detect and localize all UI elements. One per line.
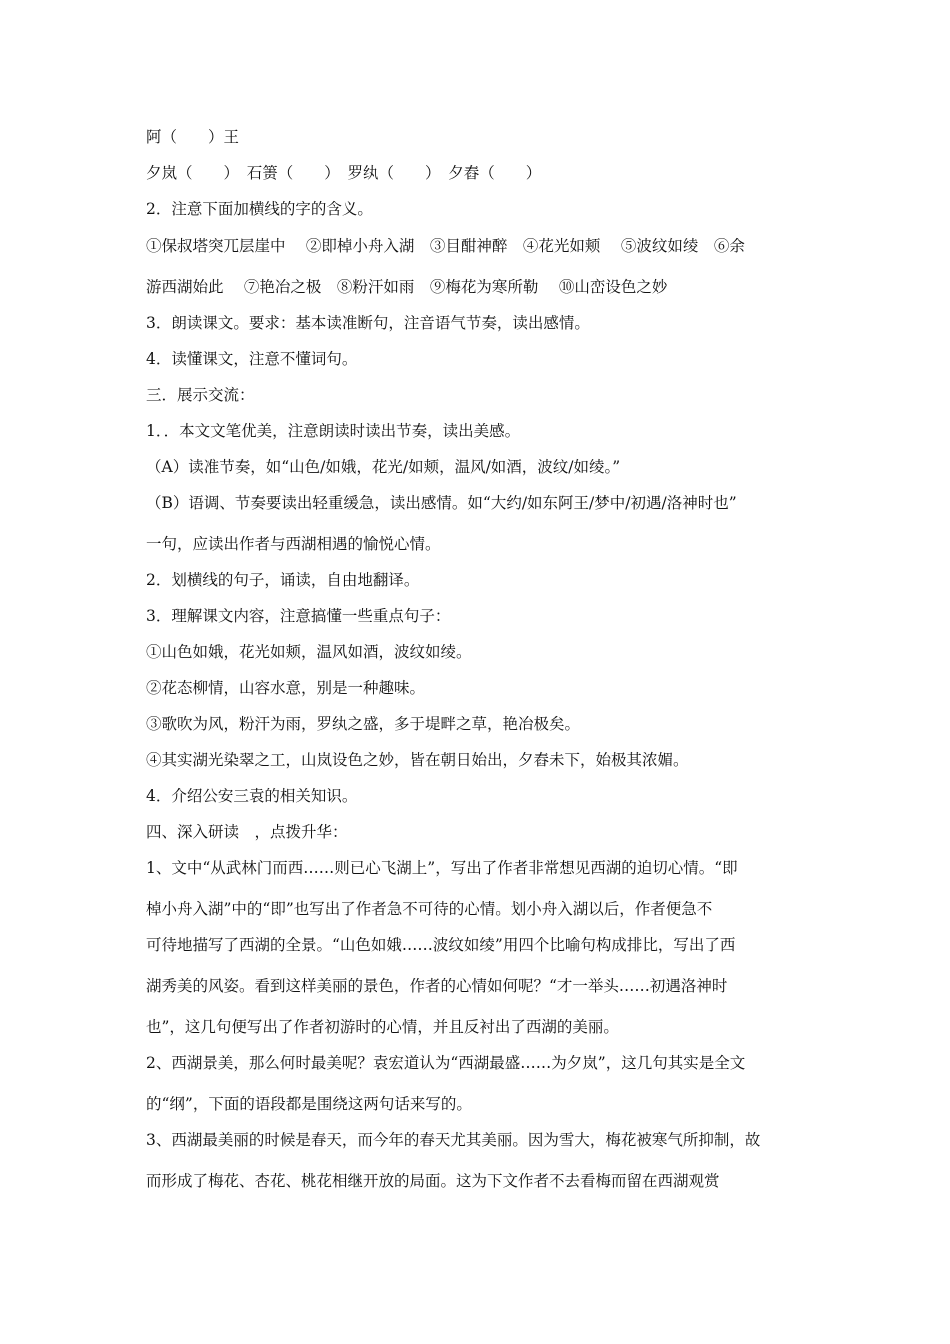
text-line: 棹小舟入湖”中的“即”也写出了作者急不可待的心情。划小舟入湖以后，作者便急不 xyxy=(146,900,713,918)
text-line: 而形成了梅花、杏花、桃花相继开放的局面。这为下文作者不去看梅而留在西湖观赏 xyxy=(146,1172,720,1190)
text-line: ③歌吹为风，粉汗为雨，罗纨之盛，多于堤畔之草，艳冶极矣。 xyxy=(146,715,581,733)
text-line: 2、西湖景美，那么何时最美呢？袁宏道认为“西湖最盛……为夕岚”，这几句其实是全文 xyxy=(146,1054,746,1072)
text-line: 3．朗读课文。要求：基本读准断句，注音语气节奏，读出感情。 xyxy=(146,314,590,332)
text-line: 湖秀美的风姿。看到这样美丽的景色，作者的心情如何呢？“才一举头……初遇洛神时 xyxy=(146,977,728,995)
text-line: 阿（ ）王 xyxy=(146,128,240,146)
text-line: 3．理解课文内容，注意搞懂一些重点句子： xyxy=(146,607,451,625)
text-line: 4．读懂课文，注意不懂词句。 xyxy=(146,350,358,368)
text-line: 3、西湖最美丽的时候是春天，而今年的春天尤其美丽。因为雪大，梅花被寒气所抑制，故 xyxy=(146,1131,761,1149)
section-heading: 四、深入研读 ，点拨升华： xyxy=(146,823,348,841)
text-line: 可待地描写了西湖的全景。“山色如娥……波纹如绫”用四个比喻句构成排比，写出了西 xyxy=(146,936,736,954)
text-line: ④其实湖光染翠之工，山岚设色之妙，皆在朝日始出，夕舂未下，始极其浓媚。 xyxy=(146,751,689,769)
section-heading: 三．展示交流： xyxy=(146,386,255,404)
text-line: 的“纲”，下面的语段都是围绕这两句话来写的。 xyxy=(146,1095,472,1113)
text-line: 夕岚（ ） 石箦（ ） 罗纨（ ） 夕舂（ ） xyxy=(146,164,542,182)
text-line: 游西湖始此 ⑦艳冶之极 ⑧粉汗如雨 ⑨梅花为寒所勒 ⑩山峦设色之妙 xyxy=(146,278,668,296)
text-line: 也”，这几句便写出了作者初游时的心情，并且反衬出了西湖的美丽。 xyxy=(146,1018,619,1036)
text-line: 1、文中“从武林门而西……则已心飞湖上”，写出了作者非常想见西湖的迫切心情。“即 xyxy=(146,859,738,877)
text-line: 2．划横线的句子，诵读，自由地翻译。 xyxy=(146,571,420,589)
text-line: ①保叔塔突兀层崖中 ②即棹小舟入湖 ③目酣神醉 ④花光如颊 ⑤波纹如绫 ⑥余 xyxy=(146,237,745,255)
text-line: 一句，应读出作者与西湖相遇的愉悦心情。 xyxy=(146,535,441,553)
text-line: （A）读准节奏，如“山色/如娥，花光/如颊，温风/如酒，波纹/如绫。” xyxy=(146,458,621,476)
text-line: （B）语调、节奏要读出轻重缓急，读出感情。如“大约/如东阿王/梦中/初遇/洛神时也” xyxy=(146,494,737,512)
text-line: 4．介绍公安三袁的相关知识。 xyxy=(146,787,358,805)
text-line: ②花态柳情，山容水意，别是一种趣味。 xyxy=(146,679,426,697)
text-line: 1．．本文文笔优美，注意朗读时读出节奏，读出美感。 xyxy=(146,422,521,440)
text-line: 2．注意下面加横线的字的含义。 xyxy=(146,200,373,218)
text-line: ①山色如娥，花光如颊，温风如酒，波纹如绫。 xyxy=(146,643,472,661)
